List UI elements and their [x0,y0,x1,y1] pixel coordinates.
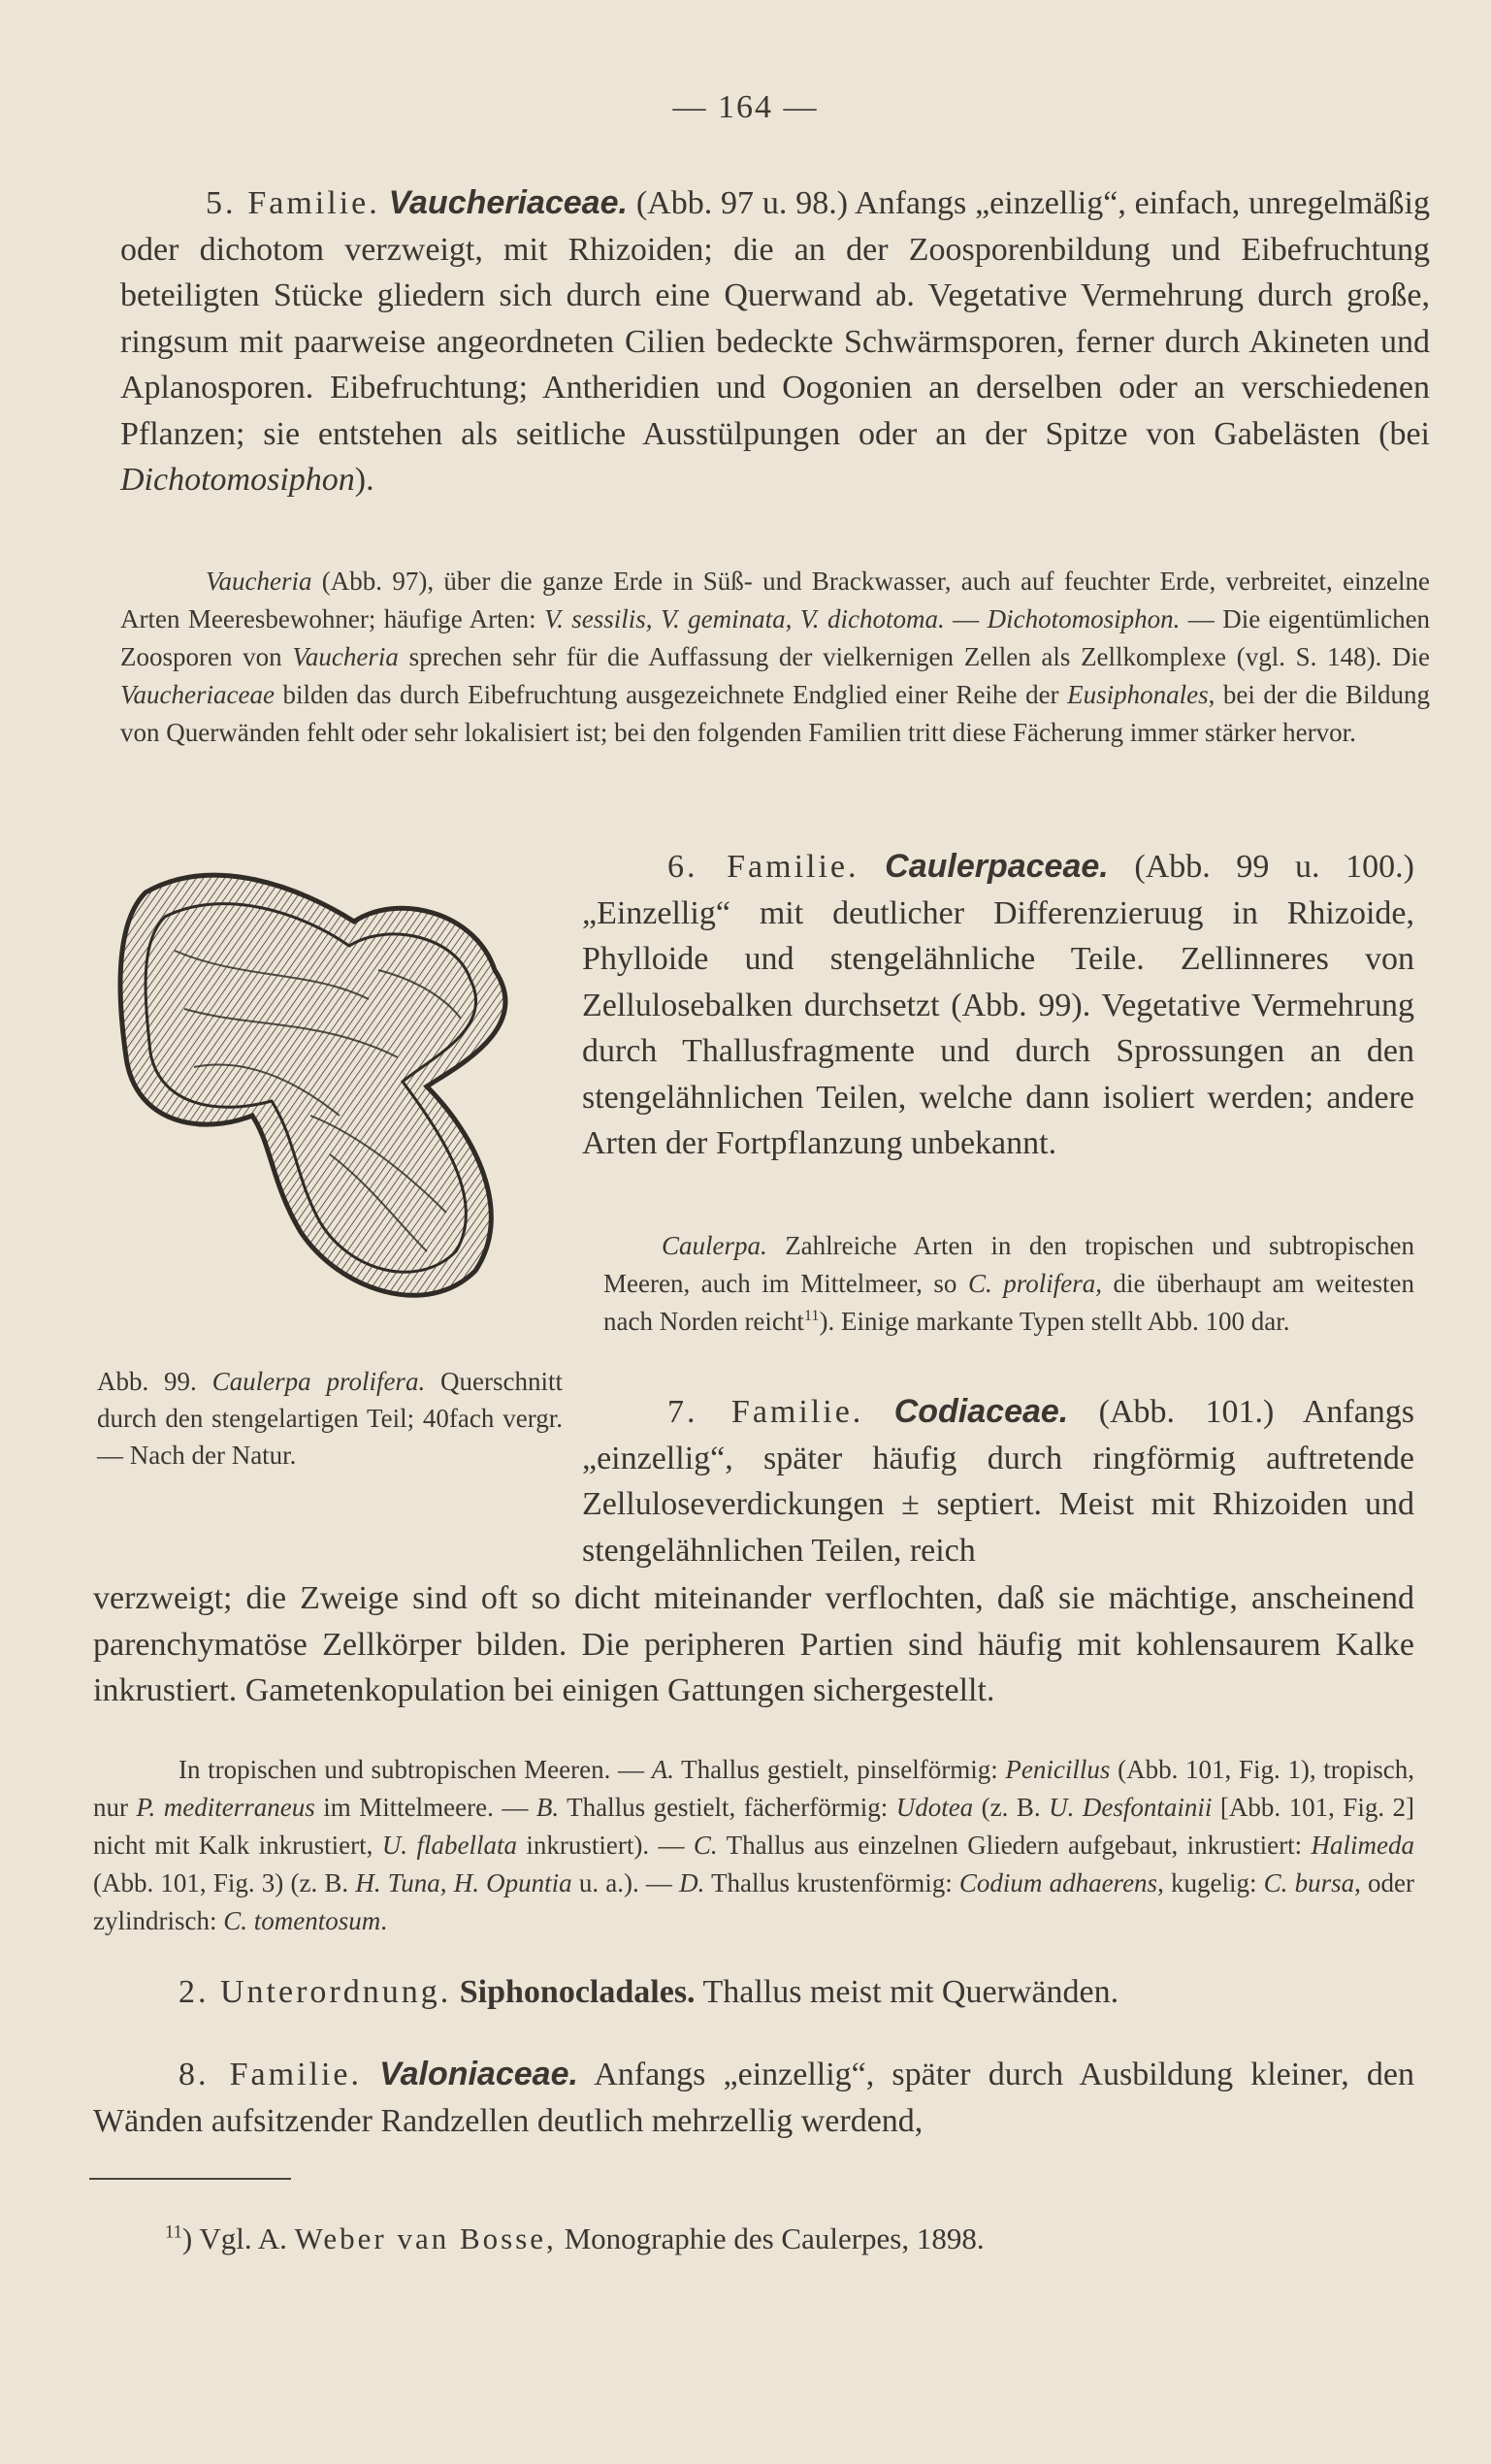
footnote-reference: 11 [803,1307,820,1324]
footnote [165,2221,985,2256]
note-text: (Abb. 97), über die ganze Erde in Süß- und Brackwasser, auch auf feuchter Erde, verbreitet, einzelne Arten Meeresbewohner; häufige Arten: [120,567,1431,633]
suborder-2-paragraph [93,1969,1414,2016]
suborder-2-name: Siphonocladales. [459,1974,696,2010]
family-5-paragraph [120,180,1430,503]
species-name: U. flabellata [381,1831,517,1860]
note-text: In tropischen und subtropischen Meeren. — [178,1755,645,1784]
suborder-2-label: 2. Unterordnung. [178,1974,452,2010]
note-text: (Abb. 101, Fig. 1), tropisch, nur [93,1755,1415,1822]
note-text: [Abb. 101, Fig. 2] nicht mit Kalk inkrustiert, [93,1793,1415,1860]
note-letter: C. [693,1831,718,1860]
order-eusiphonales: Eusiphonales [1067,680,1209,709]
caption-text: Querschnitt durch den stengelartigen Teil; 40fach vergr. — Nach der Natur. [97,1367,563,1470]
note-text: , bei der die Bildung von Querwänden fehlt oder sehr lokalisiert ist; bei den folgenden Familien tritt diese Fächerung immer stärker hervor. [120,680,1430,747]
note-text: sprechen sehr für die Auffassung der vielkernigen Zellen als Zellkomplexe (vgl. S. 148). Die [408,642,1431,671]
species-name: U. Desfontainii [1049,1793,1213,1822]
family-8-text: Anfangs „einzellig“, später durch Ausbildung kleiner, den Wänden aufsitzender Randzellen deutlich mehrzellig werdend, [93,2057,1414,2139]
family-6-label: 6. Familie. [667,849,859,885]
note-text: u. a.). — [578,1868,672,1897]
family-5-text: (Abb. 97 u. 98.) Anfangs „einzellig“, einfach, unregelmäßig oder dichotom verzweigt, mit Rhizoiden; die an der Zoosporenbildung und Eibefruchtung beteiligten Stücke gliedern sich durch eine Querwand ab. Vegetative Vermehrung durch große, ringsum mit paarweise angeordneten Cilien bedeckte Schwärmsporen, ferner durch Akineten und Aplanosporen. Eibefruchtung; Antheridien und Oogonien an derselben oder an verschiedenen Pflanzen; sie entstehen als seitliche Ausstülpungen oder an der Spitze von Gabelästen (bei [120,185,1431,452]
family-7-text-b: verzweigt; die Zweige sind oft so dicht miteinander verflochten, daß sie mächtige, anscheinend parenchymatöse Zellkörper bilden. Die peripheren Partien sind häufig mit kohlensaurem Kalke inkrustiert. Gametenkopulation bei einigen Gattungen sichergestellt. [93,1580,1414,1708]
caption-species: Caulerpa prolifera. [211,1367,426,1396]
family-5-name: Vaucheriaceae. [388,184,628,221]
species-name: P. mediterraneus [136,1793,315,1822]
note-text: bilden das durch Eibefruchtung ausgezeichnete Endglied einer Reihe der [282,680,1059,709]
family-7-text-a: (Abb. 101.) Anfangs „einzellig“, später häufig durch ringförmig auftretende Zelluloseverdickungen ± septiert. Meist mit Rhizoiden und stengelähnlichen Teilen, reich [582,1394,1415,1569]
note-text: ). Einige markante Typen stellt Abb. 100 dar. [819,1307,1290,1336]
species-list: V. sessilis, V. geminata, V. dichotoma. [544,604,945,633]
note-letter: B. [535,1793,560,1822]
genus-halimeda: Halimeda [1311,1831,1415,1860]
genus-vaucheria: Vaucheria [292,642,399,671]
species-name: C. bursa [1263,1868,1355,1897]
genus-caulerpa: Caulerpa. [662,1231,767,1260]
species-c-prolifera: C. prolifera, [967,1269,1102,1298]
suborder-2-text: Thallus meist mit Querwänden. [702,1974,1119,2010]
note-text: — Die eigentümlichen Zoosporen von [120,604,1431,671]
family-5-label: 5. Familie. [206,185,380,221]
note-text: inkrustiert). — [526,1831,685,1860]
footnote-text-a: ) Vgl. A. [181,2221,287,2255]
page-number: — 164 — [672,89,819,125]
footnote-divider [89,2178,291,2180]
footnote-text-b: Monographie des Caulerpes, 1898. [564,2221,985,2255]
genus-udotea: Udotea [895,1793,974,1822]
family-5-end: ). [354,462,374,498]
family-7-paragraph-b [93,1575,1414,1714]
note-text: Thallus gestielt, fächerförmig: [567,1793,889,1822]
family-6-paragraph [582,844,1414,1167]
species-name: H. Tuna, H. Opuntia [355,1868,572,1897]
note-text: Thallus aus einzelnen Gliedern aufgebaut, inkrustiert: [726,1831,1303,1860]
genus-dichotomosiphon: Dichotomosiphon. [987,604,1181,633]
family-vaucheriaceae: Vaucheriaceae [120,680,275,709]
figure-caulerpa-cross-section [107,863,553,1329]
note-text: Thallus gestielt, pinselförmig: [681,1755,998,1784]
family-7-label: 7. Familie. [667,1394,864,1430]
family-5-genus: Dichotomosiphon [120,462,355,498]
species-name: Codium adhaerens [958,1868,1158,1897]
genus-vaucheria: Vaucheria [206,567,312,596]
family-7-name: Codiaceae. [893,1393,1069,1430]
figure-99-caption [97,1363,563,1474]
note-letter: D. [679,1868,705,1897]
note-text: — [953,604,980,633]
family-8-name: Valoniaceae. [379,2056,578,2092]
footnote-number: 11 [165,2221,182,2243]
family-5-note [120,563,1430,752]
note-letter: A. [651,1755,674,1784]
note-text: . [380,1906,387,1935]
genus-penicillus: Penicillus [1005,1755,1111,1784]
family-7-note [93,1751,1414,1940]
family-8-label: 8. Familie. [178,2057,363,2092]
family-8-paragraph [93,2052,1414,2144]
family-6-name: Caulerpaceae. [885,848,1109,885]
family-6-text: (Abb. 99 u. 100.) „Einzellig“ mit deutlicher Differenzieruug in Rhizoide, Phylloide und stengelähnliche Teile. Zellinneres von Zellulosebalken durchsetzt (Abb. 99). Vegetative Vermehrung durch Thallusfragmente und durch Sprossungen an den stengelähnlichen Teilen, welche dann isoliert werden; andere Arten der Fortpflanzung unbekannt. [582,849,1414,1161]
note-text: Thallus krustenförmig: [711,1868,953,1897]
family-6-note [603,1227,1414,1341]
note-text: , oder zylindrisch: [93,1868,1415,1935]
family-7-paragraph-a [582,1389,1414,1573]
footnote-author: Weber van Bosse, [294,2221,557,2255]
note-text: die überhaupt am weitesten nach Norden reicht [603,1269,1415,1336]
note-text: (Abb. 101, Fig. 3) (z. B. [93,1868,349,1897]
caption-label: Abb. 99. [97,1367,197,1396]
note-text: , kugelig: [1157,1868,1257,1897]
species-name: C. tomentosum [223,1906,381,1935]
note-text: im Mittelmeere. — [323,1793,529,1822]
note-text: (z. B. [981,1793,1041,1822]
note-text: Zahlreiche Arten in den tropischen und subtropischen Meeren, auch im Mittelmeer, so [603,1231,1415,1298]
